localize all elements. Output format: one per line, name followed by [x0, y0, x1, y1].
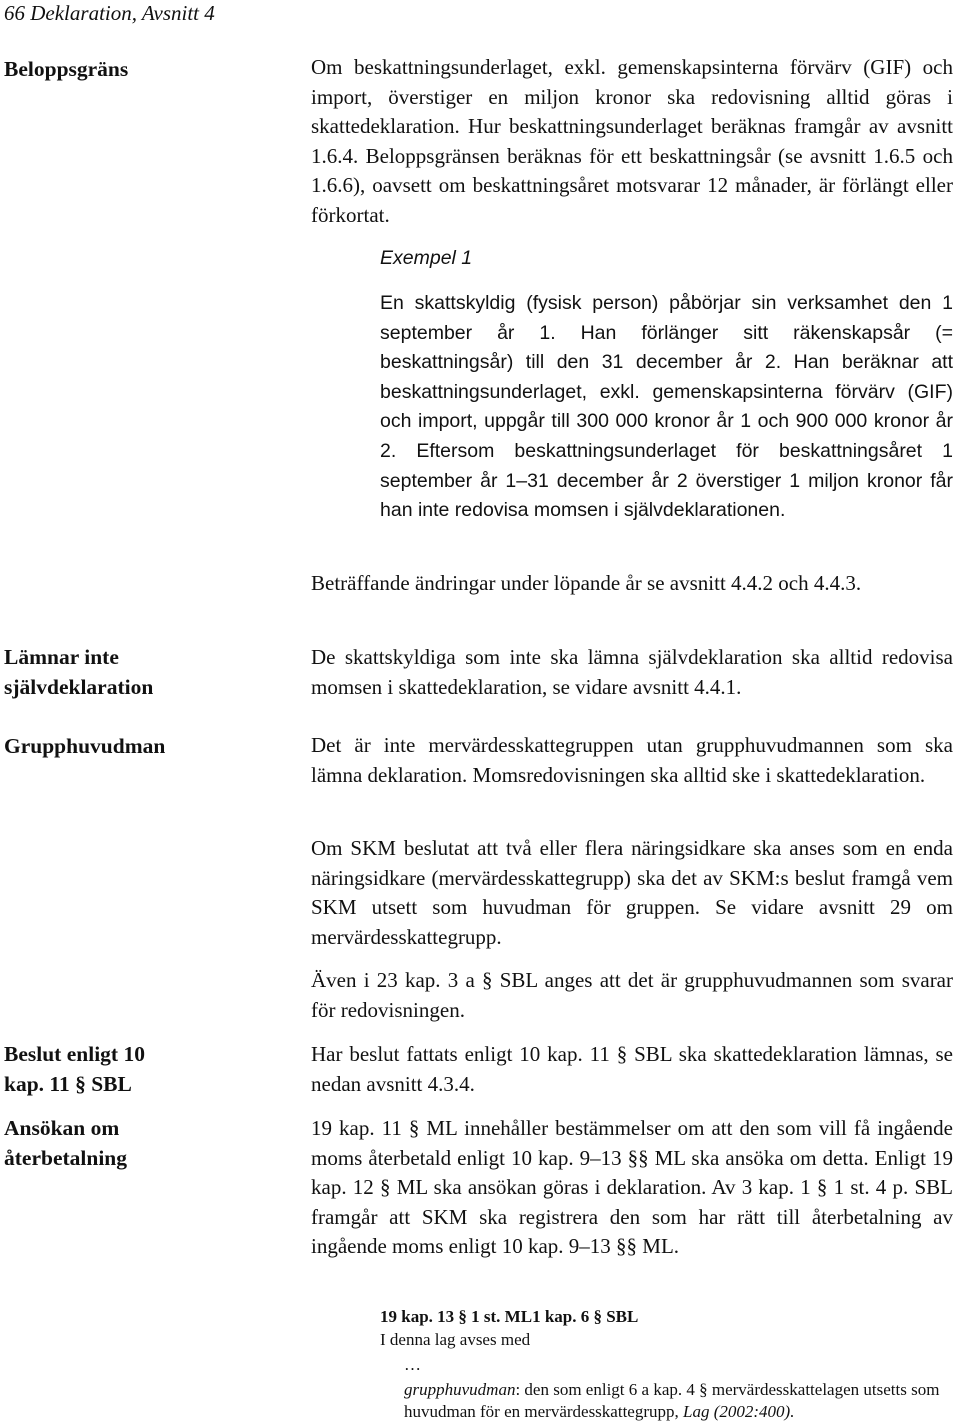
margin-heading-grupphuvudman: Grupphuvudman	[4, 734, 166, 758]
quote-term: grupphuvudman	[404, 1380, 516, 1399]
paragraph-grupphuvudman: Det är inte mervärdesskattegruppen utan grupphuvudmannen som ska lämna deklaration. Momsredovisningen ska alltid ske i skattedeklaration.	[311, 733, 953, 787]
paragraph-beslut-enligt: Har beslut fattats enligt 10 kap. 11 § SBL ska skattedeklaration lämnas, se nedan avsnitt 4.3.4.	[311, 1042, 953, 1096]
paragraph-lamnar-inte: De skattskyldiga som inte ska lämna självdeklaration ska alltid redovisa momsen i skattedeklaration, se vidare avsnitt 4.4.1.	[311, 645, 953, 699]
margin-heading-ansokan: Ansökan om återbetalning	[4, 1116, 128, 1170]
quote-definition-text: : den som enligt 6 a kap. 4 § mervärdesskattelagen utsetts som huvudman för en mervärdesskattegrupp,	[404, 1380, 940, 1421]
quote-ellipsis: …	[404, 1355, 421, 1374]
paragraph-andringar: Beträffande ändringar under löpande år se avsnitt 4.4.2 och 4.4.3.	[311, 571, 862, 595]
page-header: 66 Deklaration, Avsnitt 4	[4, 1, 215, 25]
margin-heading-beslut-enligt: Beslut enligt 10 kap. 11 § SBL	[4, 1042, 145, 1096]
margin-heading-beloppsgrans: Beloppsgräns	[4, 57, 129, 81]
margin-heading-lamnar-inte: Lämnar inte självdeklaration	[4, 645, 154, 699]
example-text: En skattskyldig (fysisk person) påbörjar sin verksamhet den 1 september år 1. Han förlänger sitt räkenskapsår (= beskattningsår) till den 31 december år 2. Han beräknar att beskattningsunderlaget, exkl. gemenskapsinterna förvärv (GIF) och import, uppgår till 300 000 kronor år 1 och 900 000 kronor år 2. Eftersom beskattningsunderlaget för beskattningsåret 1 september år 1–31 december år 2 överstiger 1 miljon kronor får han inte redovisa momsen i självdeklarationen.	[380, 292, 953, 522]
quote-line: I denna lag avses med	[380, 1330, 531, 1349]
quote-heading: 19 kap. 13 § 1 st. ML1 kap. 6 § SBL	[380, 1307, 639, 1326]
example-title: Exempel 1	[380, 247, 473, 269]
paragraph-23-kap: Även i 23 kap. 3 a § SBL anges att det är grupphuvudmannen som svarar för redovisningen.	[311, 968, 953, 1022]
quote-definition	[380, 1379, 955, 1423]
paragraph-beloppsgrans: Om beskattningsunderlaget, exkl. gemenskapsinterna förvärv (GIF) och import, överstiger en miljon kronor ska redovisning alltid göras i skattedeklaration. Hur beskattningsunderlaget beräknas framgår av avsnitt 1.6.4. Beloppsgränsen beräknas för ett beskattningsår (se avsnitt 1.6.5 och 1.6.6), oavsett om beskattningsåret motsvarar 12 månader, är förlängt eller förkortat.	[311, 55, 953, 227]
paragraph-skm-beslut: Om SKM beslutat att två eller flera näringsidkare ska anses som en enda näringsidkare (mervärdesskattegrupp) ska det av SKM:s beslut framgå vem SKM utsett som huvudman för gruppen. Se vidare avsnitt 29 om mervärdesskattegrupp.	[311, 836, 953, 949]
quote-law-ref: Lag (2002:400).	[683, 1402, 795, 1421]
paragraph-aterbetalning: 19 kap. 11 § ML innehåller bestämmelser om att den som vill få ingående moms återbetald enligt 10 kap. 9–13 §§ ML ska ansöka om detta. Enligt 19 kap. 12 § ML ska ansökan göras i deklaration. Av 3 kap. 1 § 1 st. 4 p. SBL framgår att SKM ska registrera den som har rätt till återbetalning av ingående moms enligt 10 kap. 9–13 §§ ML.	[311, 1116, 953, 1259]
